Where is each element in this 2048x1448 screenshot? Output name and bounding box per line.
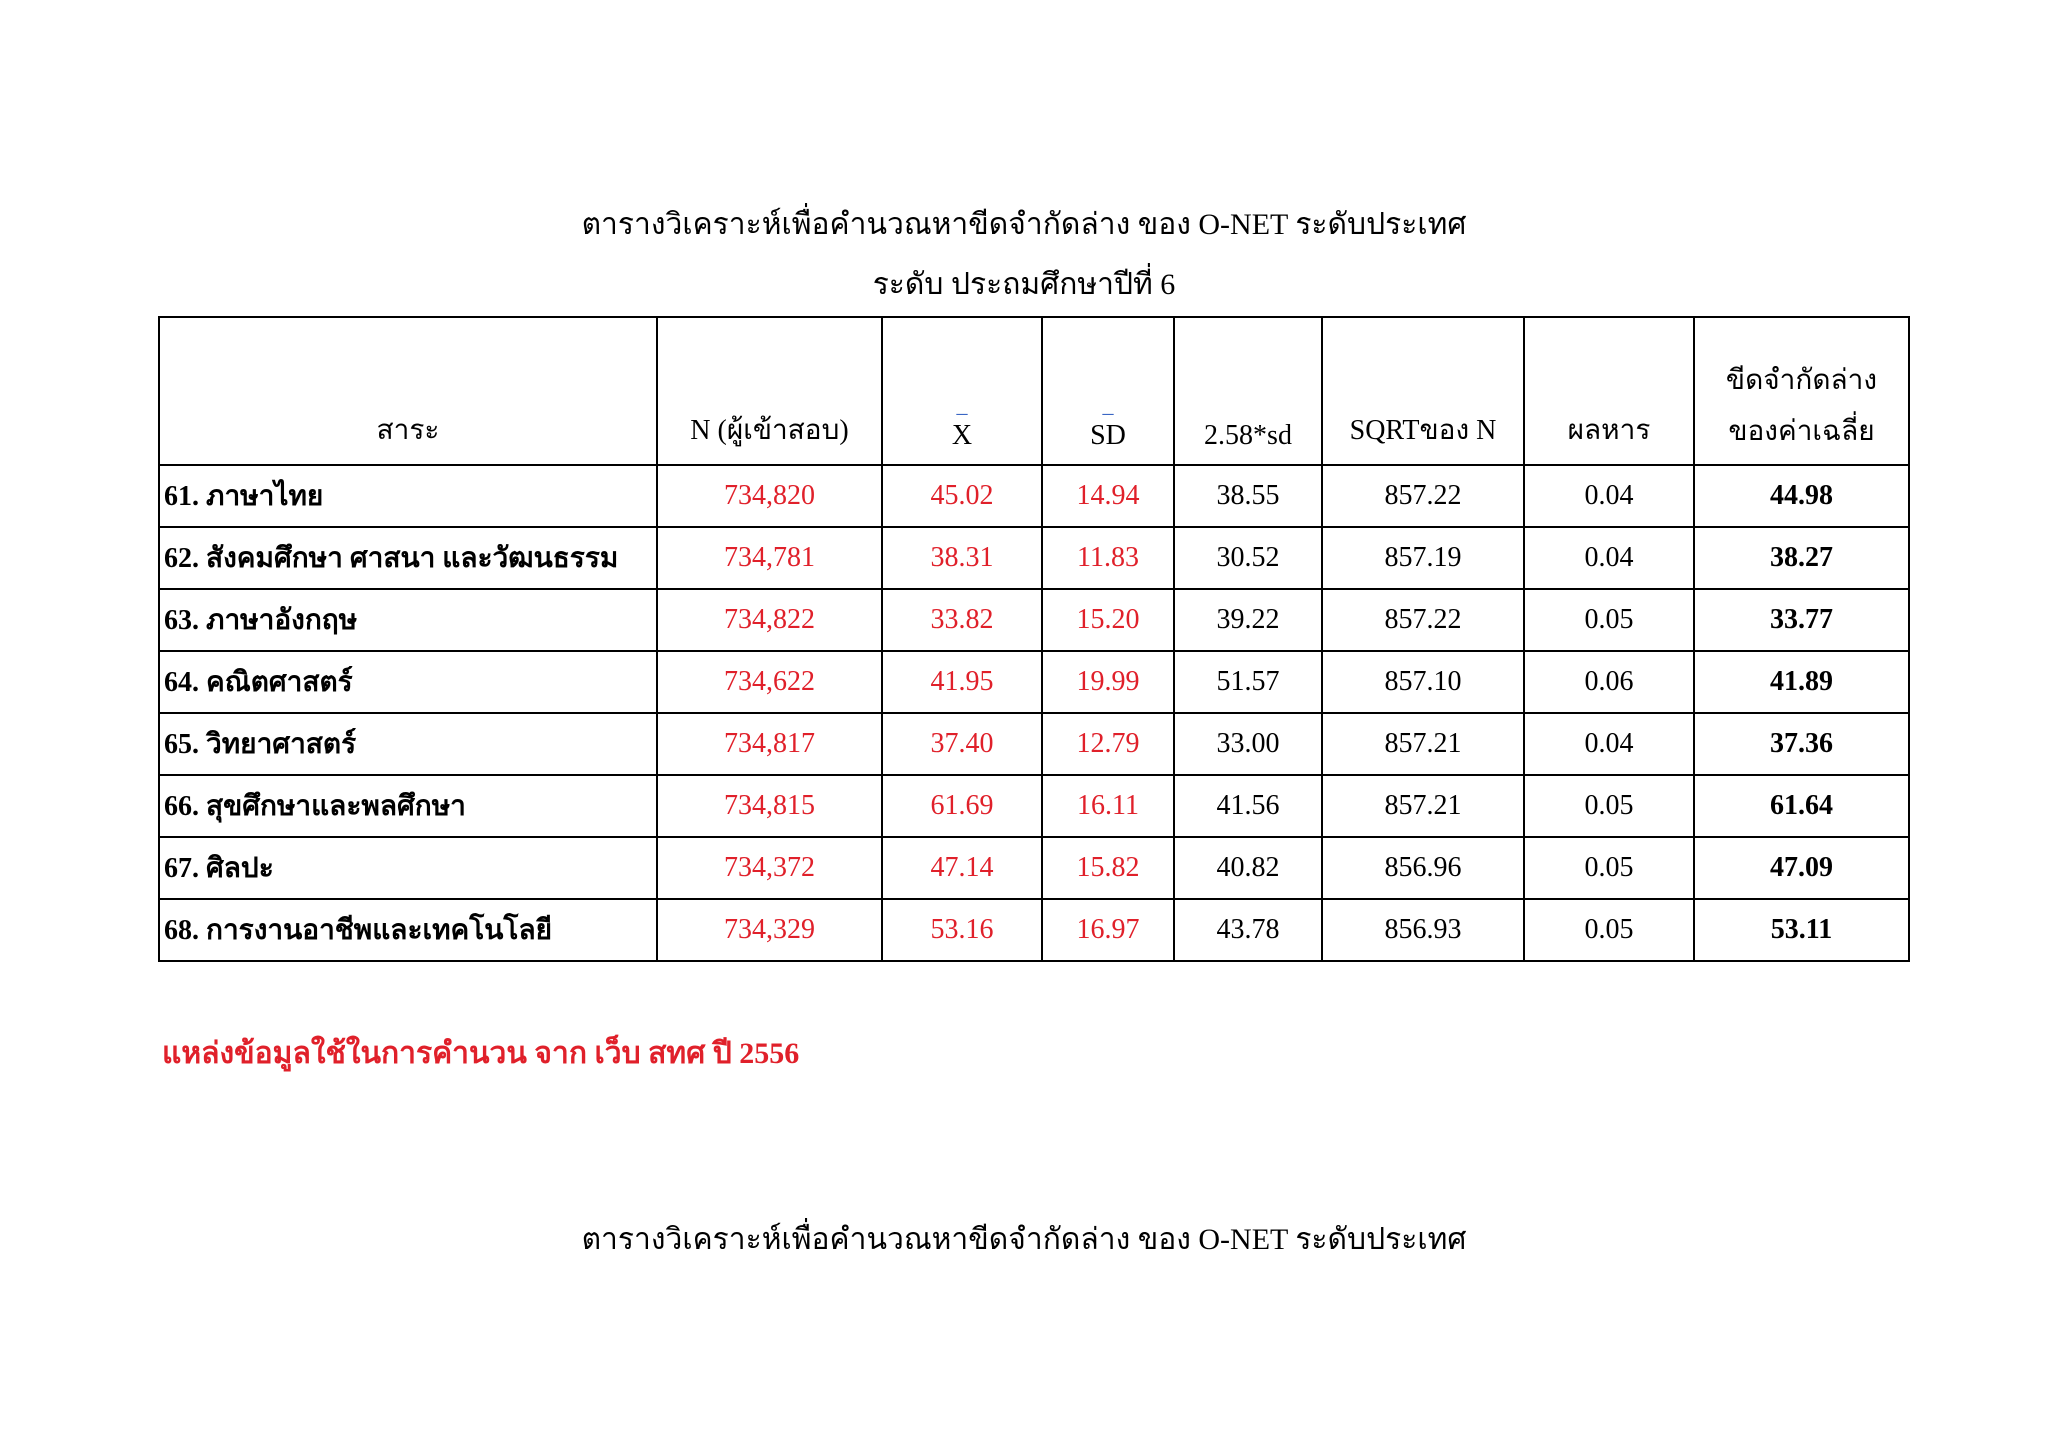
cell-subject: 68. การงานอาชีพและเทคโนโลยี: [159, 899, 657, 961]
cell-quotient: 0.05: [1524, 775, 1694, 837]
cell-sd: 12.79: [1042, 713, 1174, 775]
cell-n: 734,820: [657, 465, 882, 527]
header-sd-label: SD: [1090, 420, 1126, 451]
header-n: N (ผู้เข้าสอบ): [657, 317, 882, 465]
cell-quotient: 0.05: [1524, 899, 1694, 961]
table-header-row: [159, 317, 1909, 465]
cell-k-sd: 43.78: [1174, 899, 1322, 961]
header-quotient: ผลหาร: [1524, 317, 1694, 465]
cell-subject: 63. ภาษาอังกฤษ: [159, 589, 657, 651]
cell-mean: 45.02: [882, 465, 1042, 527]
header-sd: [1042, 317, 1174, 465]
cell-subject: 67. ศิลปะ: [159, 837, 657, 899]
cell-n: 734,622: [657, 651, 882, 713]
cell-sd: 14.94: [1042, 465, 1174, 527]
cell-lower-limit: 47.09: [1694, 837, 1909, 899]
cell-mean: 61.69: [882, 775, 1042, 837]
cell-n: 734,372: [657, 837, 882, 899]
cell-lower-limit: 53.11: [1694, 899, 1909, 961]
page-title: ตารางวิเคราะห์เพื่อคำนวณหาขีดจำกัดล่าง ของ O-NET ระดับประเทศ: [581, 208, 1467, 241]
page-title-repeat: ตารางวิเคราะห์เพื่อคำนวณหาขีดจำกัดล่าง ของ O-NET ระดับประเทศ: [581, 1223, 1467, 1256]
cell-n: 734,822: [657, 589, 882, 651]
cell-k-sd: 40.82: [1174, 837, 1322, 899]
table-row: [159, 527, 1909, 589]
cell-sd: 15.20: [1042, 589, 1174, 651]
cell-mean: 33.82: [882, 589, 1042, 651]
header-mean-label: X: [951, 420, 973, 451]
cell-k-sd: 33.00: [1174, 713, 1322, 775]
source-note: แหล่งข้อมูลใช้ในการคำนวน จาก เว็บ สทศ ปี 2556: [162, 1037, 800, 1070]
cell-sd: 16.11: [1042, 775, 1174, 837]
cell-sqrt-n: 856.96: [1322, 837, 1524, 899]
table-row: [159, 713, 1909, 775]
cell-sd: 19.99: [1042, 651, 1174, 713]
table-row: [159, 899, 1909, 961]
cell-k-sd: 39.22: [1174, 589, 1322, 651]
header-mean: [882, 317, 1042, 465]
cell-mean: 53.16: [882, 899, 1042, 961]
cell-n: 734,815: [657, 775, 882, 837]
table-row: [159, 465, 1909, 527]
header-lower-limit-line1: ขีดจำกัดล่าง: [1725, 365, 1878, 396]
lower-limit-table: [158, 316, 1910, 962]
cell-sqrt-n: 857.21: [1322, 713, 1524, 775]
cell-lower-limit: 61.64: [1694, 775, 1909, 837]
cell-mean: 47.14: [882, 837, 1042, 899]
mean-overbar: _: [956, 392, 968, 417]
table-row: [159, 651, 1909, 713]
table-row: [159, 775, 1909, 837]
cell-mean: 37.40: [882, 713, 1042, 775]
cell-n: 734,329: [657, 899, 882, 961]
cell-sqrt-n: 857.19: [1322, 527, 1524, 589]
cell-k-sd: 38.55: [1174, 465, 1322, 527]
cell-lower-limit: 44.98: [1694, 465, 1909, 527]
sd-overbar: _: [1102, 392, 1114, 417]
cell-quotient: 0.04: [1524, 527, 1694, 589]
cell-sqrt-n: 857.22: [1322, 589, 1524, 651]
cell-k-sd: 41.56: [1174, 775, 1322, 837]
cell-n: 734,817: [657, 713, 882, 775]
cell-sd: 11.83: [1042, 527, 1174, 589]
cell-subject: 65. วิทยาศาสตร์: [159, 713, 657, 775]
cell-lower-limit: 33.77: [1694, 589, 1909, 651]
cell-sd: 16.97: [1042, 899, 1174, 961]
header-sqrt-n: SQRTของ N: [1322, 317, 1524, 465]
cell-subject: 61. ภาษาไทย: [159, 465, 657, 527]
cell-n: 734,781: [657, 527, 882, 589]
cell-quotient: 0.06: [1524, 651, 1694, 713]
cell-sd: 15.82: [1042, 837, 1174, 899]
header-lower-limit-line2: ของค่าเฉลี่ย: [1728, 416, 1875, 447]
cell-sqrt-n: 857.22: [1322, 465, 1524, 527]
cell-lower-limit: 41.89: [1694, 651, 1909, 713]
header-lower-limit: [1694, 317, 1909, 465]
cell-k-sd: 51.57: [1174, 651, 1322, 713]
cell-sqrt-n: 857.21: [1322, 775, 1524, 837]
cell-mean: 41.95: [882, 651, 1042, 713]
cell-sqrt-n: 856.93: [1322, 899, 1524, 961]
table-row: [159, 589, 1909, 651]
table-row: [159, 837, 1909, 899]
cell-mean: 38.31: [882, 527, 1042, 589]
cell-quotient: 0.05: [1524, 589, 1694, 651]
cell-lower-limit: 37.36: [1694, 713, 1909, 775]
cell-subject: 64. คณิตศาสตร์: [159, 651, 657, 713]
cell-quotient: 0.04: [1524, 713, 1694, 775]
cell-quotient: 0.04: [1524, 465, 1694, 527]
header-k-sd: 2.58*sd: [1174, 317, 1322, 465]
cell-quotient: 0.05: [1524, 837, 1694, 899]
cell-sqrt-n: 857.10: [1322, 651, 1524, 713]
page-subtitle-level: ระดับ ประถมศึกษาปีที่ 6: [872, 268, 1176, 301]
cell-lower-limit: 38.27: [1694, 527, 1909, 589]
cell-subject: 62. สังคมศึกษา ศาสนา และวัฒนธรรม: [159, 527, 657, 589]
cell-subject: 66. สุขศึกษาและพลศึกษา: [159, 775, 657, 837]
cell-k-sd: 30.52: [1174, 527, 1322, 589]
header-subject: สาระ: [159, 317, 657, 465]
